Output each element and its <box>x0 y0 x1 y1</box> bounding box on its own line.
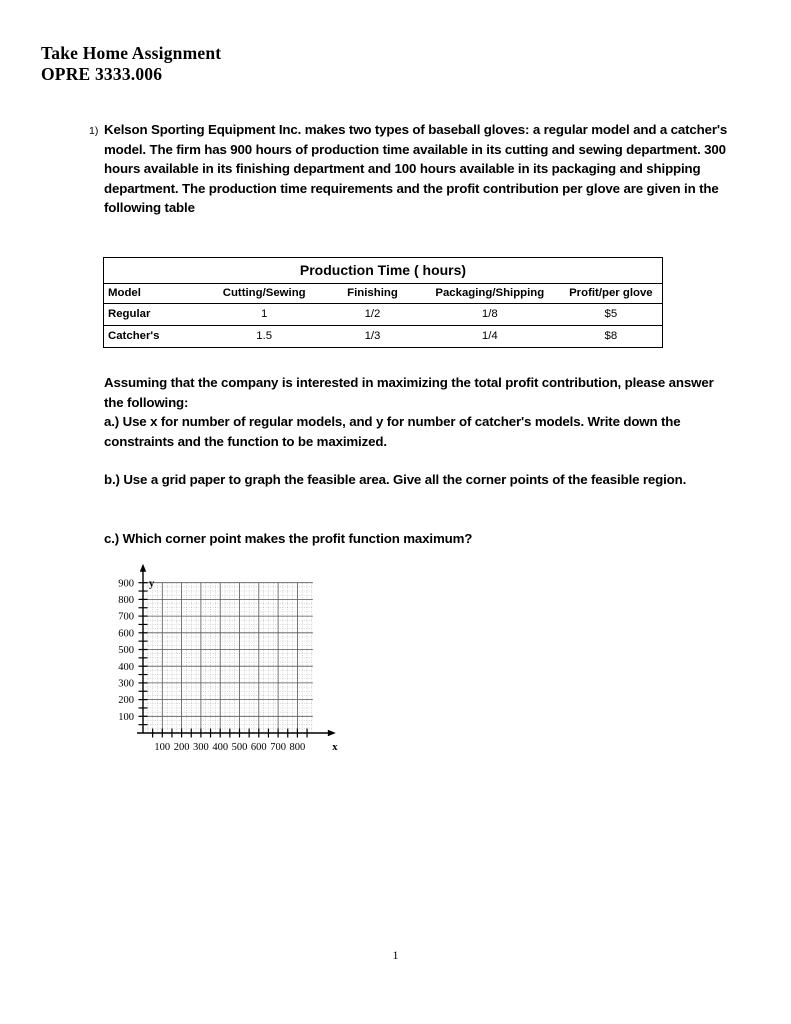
y-axis-tick-label: 500 <box>118 645 134 657</box>
assumption-text: Assuming that the company is interested in maximizing the total profit contribution, please answer the following: <box>104 375 714 410</box>
y-axis-tick-label: 200 <box>118 695 134 707</box>
y-axis-tick-label: 300 <box>118 678 134 690</box>
x-axis-arrow-icon <box>328 730 336 736</box>
document-header <box>41 43 221 85</box>
y-axis-label: y <box>149 578 155 590</box>
table-title: Production Time ( hours) <box>104 258 663 284</box>
table-row <box>104 304 663 326</box>
assumption-and-part-a-block <box>104 373 729 451</box>
y-axis-arrow-icon <box>140 564 146 572</box>
column-header-cutting-sewing: Cutting/Sewing <box>203 284 325 304</box>
y-axis-tick-label: 700 <box>118 611 134 623</box>
y-axis-tick-label: 800 <box>118 595 134 606</box>
y-axis-tick-label: 400 <box>118 661 134 673</box>
question-1-text: Kelson Sporting Equipment Inc. makes two types of baseball gloves: a regular model and a catcher's model. The firm has 900 hours of production time available in its cutting and sewing department. 300 hours available in its finishing department and 100 hours available in its packaging and shipping department. The production time requirements and the profit contribution per glove are given in the following table <box>104 122 728 216</box>
column-header-finishing: Finishing <box>325 284 420 304</box>
cell-packaging-shipping: 1/8 <box>420 304 560 326</box>
x-axis-tick-label: 700 <box>270 742 286 753</box>
x-axis-tick-label: 200 <box>173 742 190 753</box>
y-axis-tick-label: 900 <box>118 578 134 590</box>
x-axis-tick-label: 600 <box>250 742 267 753</box>
x-axis-tick-label: 800 <box>289 742 306 753</box>
table-title-row <box>104 258 663 284</box>
x-axis-tick-label: 300 <box>193 742 209 753</box>
part-b-text: b.) Use a grid paper to graph the feasible area. Give all the corner points of the feasible region. <box>104 472 687 487</box>
y-axis-tick-label: 600 <box>118 628 134 640</box>
cell-packaging-shipping: 1/4 <box>420 326 560 348</box>
cell-model: Regular <box>104 304 204 326</box>
production-time-table <box>103 257 663 348</box>
feasible-region-grid-chart <box>104 546 344 761</box>
cell-model: Catcher's <box>104 326 204 348</box>
table-header-row <box>104 284 663 304</box>
cell-finishing: 1/2 <box>325 304 420 326</box>
grid-svg <box>104 546 344 761</box>
x-axis-tick-label: 100 <box>154 742 171 753</box>
page-number: 1 <box>392 948 399 962</box>
cell-profit: $8 <box>560 326 663 348</box>
x-axis-label: x <box>332 742 338 753</box>
x-axis-tick-label: 400 <box>212 742 229 753</box>
question-1-marker: 1) <box>89 125 99 137</box>
column-header-model: Model <box>104 284 204 304</box>
x-axis-tick-label: 500 <box>231 742 248 753</box>
part-c-text: c.) Which corner point makes the profit function maximum? <box>104 531 473 546</box>
part-b-block <box>104 470 729 490</box>
cell-profit: $5 <box>560 304 663 326</box>
question-1-block <box>89 120 729 218</box>
part-a-text: a.) Use x for number of regular models, and y for number of catcher's models. Write down the constraints and the function to be maximized. <box>104 414 681 449</box>
column-header-packaging-shipping: Packaging/Shipping <box>420 284 560 304</box>
column-header-profit: Profit/per glove <box>560 284 663 304</box>
table-row <box>104 326 663 348</box>
course-code: OPRE 3333.006 <box>41 64 163 84</box>
assignment-title: Take Home Assignment <box>41 43 222 63</box>
cell-finishing: 1/3 <box>325 326 420 348</box>
y-axis-tick-label: 100 <box>118 711 134 723</box>
cell-cutting-sewing: 1.5 <box>203 326 325 348</box>
cell-cutting-sewing: 1 <box>203 304 325 326</box>
